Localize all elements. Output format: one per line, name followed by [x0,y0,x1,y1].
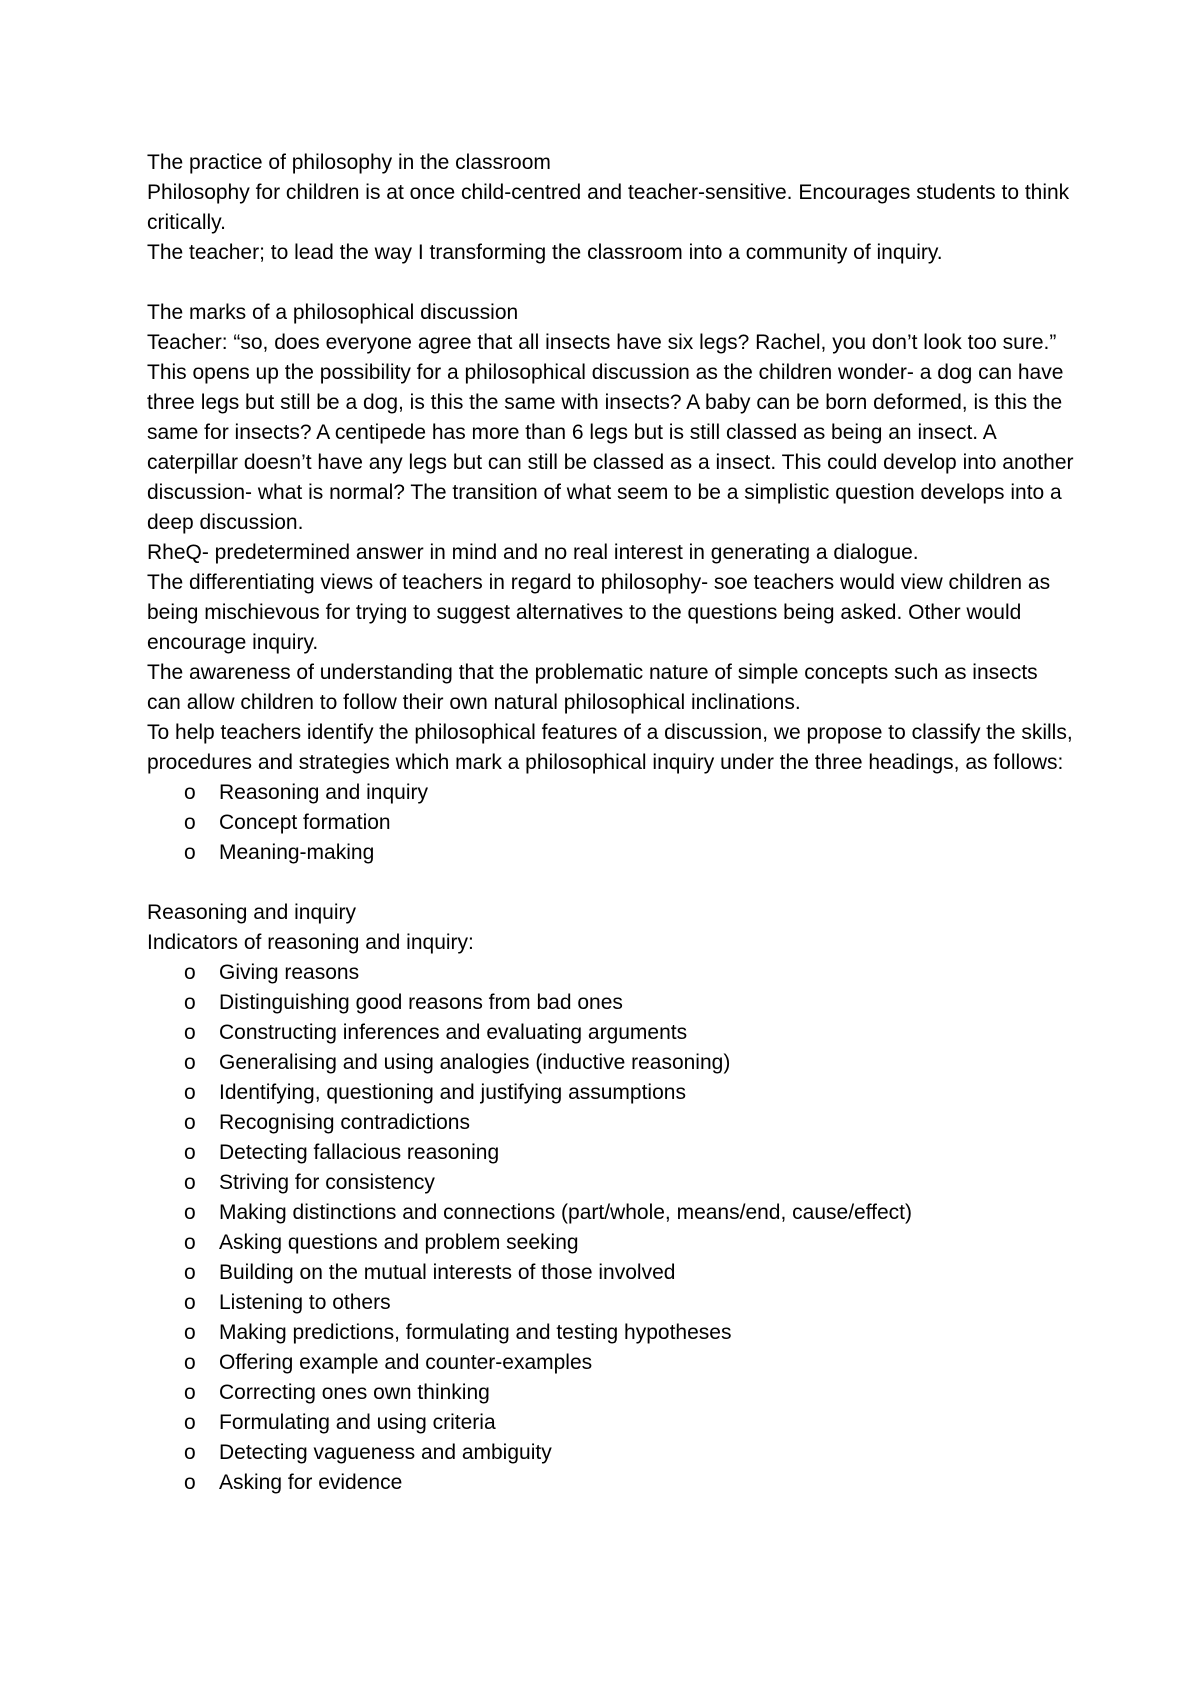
paragraph-classify-skills: To help teachers identify the philosophical features of a discussion, we propose to classify the skills, procedures and strategies which mark a philosophical inquiry under the three headings, as follows: [147,721,1073,774]
list-item [147,1258,1077,1288]
list-item-text: Correcting ones own thinking [219,1381,490,1404]
paragraph-insects-example: Teacher: “so, does everyone agree that all insects have six legs? Rachel, you don’t look too sure.” This opens up the possibility for a philosophical discussion as the children wonder- a dog can have three legs but still be a dog, is this the same with insects? A baby can be born deformed, is this the same for insects? A centipede has more than 6 legs but is still classed as being an insect. A caterpillar doesn’t have any legs but can still be classed as a insect. This could develop into another discussion- what is normal? The transition of what seem to be a simplistic question develops into a deep discussion. [147,331,1074,534]
bullet-marker: o [184,1351,196,1374]
document-body [147,148,1077,1498]
list-item [147,1138,1077,1168]
blank-line [147,268,1077,298]
paragraph-teacher-role: The teacher; to lead the way I transforming the classroom into a community of inquiry. [147,241,943,264]
list-item [147,1198,1077,1228]
list-item-text: Meaning-making [219,841,375,864]
list-item-text: Building on the mutual interests of those involved [219,1261,676,1284]
list-item-text: Striving for consistency [219,1171,435,1194]
list-item-text: Making distinctions and connections (part/whole, means/end, cause/effect) [219,1201,912,1224]
bullet-marker: o [184,1111,196,1134]
bullet-marker: o [184,991,196,1014]
list-item-text: Recognising contradictions [219,1111,470,1134]
list-item [147,808,1077,838]
list-item [147,838,1077,868]
list-item-text: Asking for evidence [219,1471,403,1494]
list-item [147,1078,1077,1108]
list-item-text: Identifying, questioning and justifying assumptions [219,1081,686,1104]
list-item-text: Formulating and using criteria [219,1411,496,1434]
list-item [147,1108,1077,1138]
list-item-text: Giving reasons [219,961,360,984]
list-item [147,988,1077,1018]
bullet-marker: o [184,1231,196,1254]
list-item-text: Detecting fallacious reasoning [219,1141,500,1164]
list-item-text: Detecting vagueness and ambiguity [219,1441,552,1464]
bullet-marker: o [184,1411,196,1434]
bullet-marker: o [184,811,196,834]
bullet-marker: o [184,1291,196,1314]
list-item [147,1288,1077,1318]
subheading-indicators: Indicators of reasoning and inquiry: [147,931,474,954]
bullet-marker: o [184,1081,196,1104]
bullet-marker: o [184,1021,196,1044]
section-heading-practice: The practice of philosophy in the classroom [147,151,551,174]
list-item [147,958,1077,988]
bullet-marker: o [184,1471,196,1494]
paragraph-teacher-views: The differentiating views of teachers in regard to philosophy- soe teachers would view children as being mischievous for trying to suggest alternatives to the questions being asked. Other would encourage inquiry. [147,571,1051,654]
list-item [147,1018,1077,1048]
list-item [147,1438,1077,1468]
bullet-marker: o [184,1171,196,1194]
list-item [147,1168,1077,1198]
blank-line [147,868,1077,898]
bullet-marker: o [184,781,196,804]
list-item-text: Asking questions and problem seeking [219,1231,579,1254]
bullet-marker: o [184,1261,196,1284]
list-item [147,1228,1077,1258]
list-item [147,1048,1077,1078]
list-item-text: Reasoning and inquiry [219,781,428,804]
bullet-marker: o [184,841,196,864]
bullet-marker: o [184,1321,196,1344]
list-item [147,1378,1077,1408]
list-item [147,778,1077,808]
headings-list [147,778,1077,868]
bullet-marker: o [184,961,196,984]
list-item-text: Making predictions, formulating and testing hypotheses [219,1321,732,1344]
list-item-text: Listening to others [219,1291,391,1314]
list-item [147,1318,1077,1348]
paragraph-p4c-intro: Philosophy for children is at once child-centred and teacher-sensitive. Encourages students to think critically. [147,181,1070,234]
section-heading-reasoning: Reasoning and inquiry [147,901,356,924]
list-item [147,1408,1077,1438]
paragraph-rheq: RheQ- predetermined answer in mind and no real interest in generating a dialogue. [147,541,919,564]
paragraph-awareness: The awareness of understanding that the problematic nature of simple concepts such as insects can allow children to follow their own natural philosophical inclinations. [147,661,1038,714]
list-item-text: Generalising and using analogies (inductive reasoning) [219,1051,731,1074]
section-heading-marks: The marks of a philosophical discussion [147,301,519,324]
indicators-list [147,958,1077,1498]
list-item-text: Constructing inferences and evaluating arguments [219,1021,688,1044]
bullet-marker: o [184,1441,196,1464]
list-item [147,1468,1077,1498]
bullet-marker: o [184,1381,196,1404]
list-item-text: Offering example and counter-examples [219,1351,593,1374]
bullet-marker: o [184,1051,196,1074]
bullet-marker: o [184,1141,196,1164]
bullet-marker: o [184,1201,196,1224]
list-item-text: Concept formation [219,811,391,834]
list-item [147,1348,1077,1378]
list-item-text: Distinguishing good reasons from bad ones [219,991,623,1014]
